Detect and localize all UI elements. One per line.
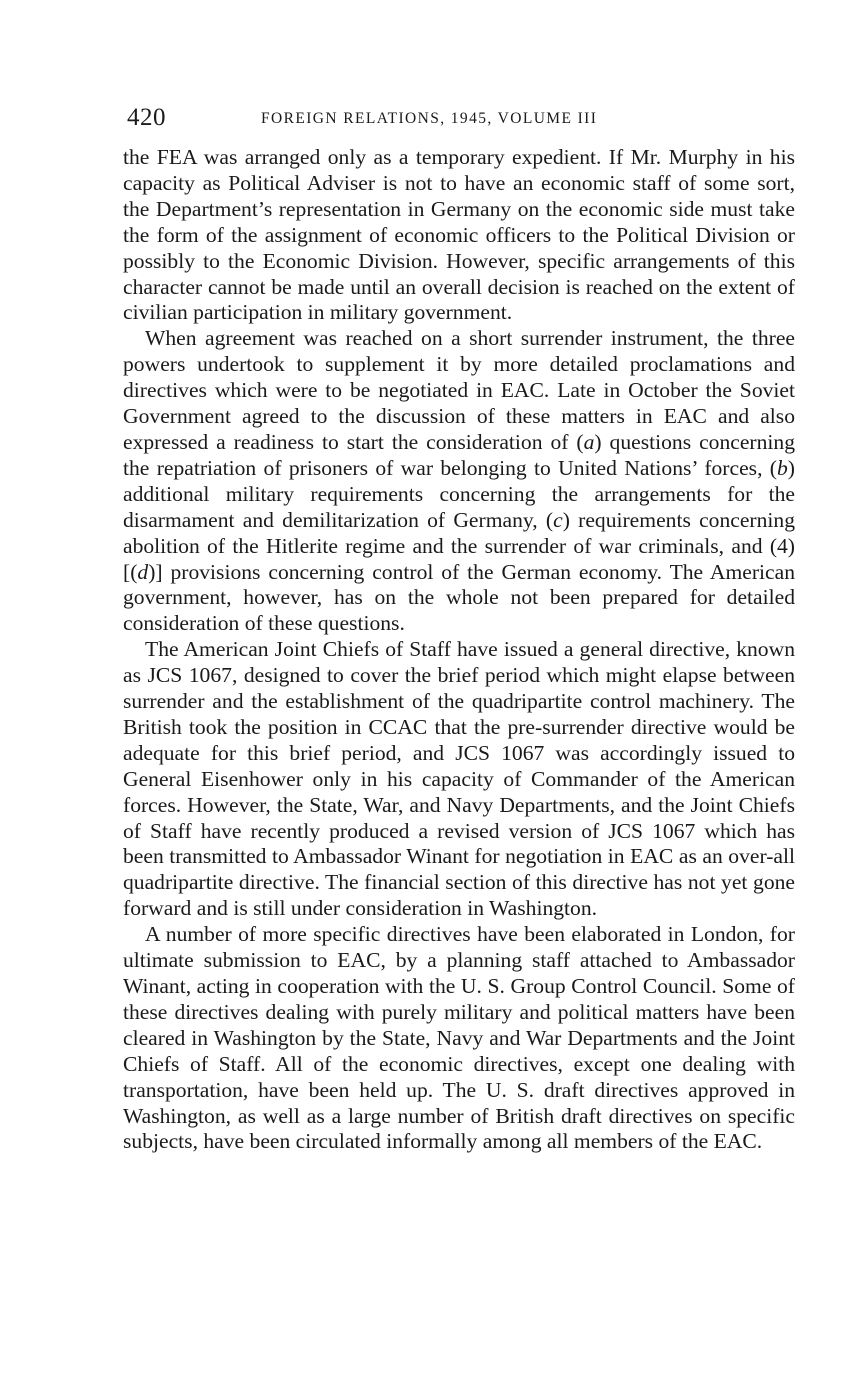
paragraph-2-text-d: ) requirements concerning abolition of the Hitlerite regime and the surrender of war criminals, and (4) [( [123, 507, 796, 584]
list-marker-b: b [777, 455, 788, 480]
list-marker-c: c [553, 507, 563, 532]
paragraph-4: A number of more specific directives have been elaborated in London, for ultimate submission to EAC, by a planning staff attached to Ambassador Winant, acting in cooperation with the U. S. Group Control Council. Some of these directives dealing with purely military and political matters have been cleared in Washington by the State, Navy and War Departments and the Joint Chiefs of Staff. All of the economic directives, except one dealing with transportation, have been held up. The U. S. draft directives approved in Washington, as well as a large number of British draft directives on specific subjects, have been circulated informally among all members of the EAC. [123, 922, 795, 1154]
running-head: FOREIGN RELATIONS, 1945, VOLUME III [261, 110, 598, 127]
paragraph-1: the FEA was arranged only as a temporary expedient. If Mr. Murphy in his capacity as Political Adviser is not to have an economic staff of some sort, the Department’s representation in Germany on the economic side must take the form of the assignment of economic officers to the Political Division or possibly to the Economic Division. However, specific arrangements of this character cannot be made until an overall decision is reached on the extent of civilian participation in military government. [123, 145, 795, 325]
paragraph-2-text-c: ) additional military requirements concerning the arrangements for the disarmament and demilitarization of Germany, ( [123, 455, 795, 532]
paragraph-2-text-e: )] provisions concerning control of the German economy. The American government, however, has on the whole not been prepared for detailed consideration of these questions. [123, 559, 795, 636]
list-marker-a: a [583, 429, 595, 454]
page-number: 420 [127, 104, 166, 131]
paragraph-2 [123, 326, 795, 637]
paragraph-2-text-a: When agreement was reached on a short surrender instrument, the three powers undertook to supplement it by more detailed proclamations and directives which were to be negotiated in EAC. Late in October the Soviet Government agreed to the discussion of these matters in EAC and also expressed a readiness to start the consideration of ( [123, 326, 795, 454]
body-text [123, 145, 795, 1155]
paragraph-2-text-b: ) questions concerning the repatriation of prisoners of war belonging to United Nations’ forces, ( [123, 429, 795, 480]
page-header [123, 100, 795, 136]
paragraph-3: The American Joint Chiefs of Staff have issued a general directive, known as JCS 1067, designed to cover the brief period which might elapse between surrender and the establishment of the quadripartite control machinery. The British took the position in CCAC that the pre-surrender directive would be adequate for this brief period, and JCS 1067 was accordingly issued to General Eisenhower only in his capacity of Commander of the American forces. However, the State, War, and Navy Departments, and the Joint Chiefs of Staff have recently produced a revised version of JCS 1067 which has been transmitted to Ambassador Winant for negotiation in EAC as an over-all quadripartite directive. The financial section of this directive has not yet gone forward and is still under consideration in Washington. [123, 637, 795, 921]
list-marker-d: d [137, 559, 149, 584]
document-page [123, 100, 795, 1155]
